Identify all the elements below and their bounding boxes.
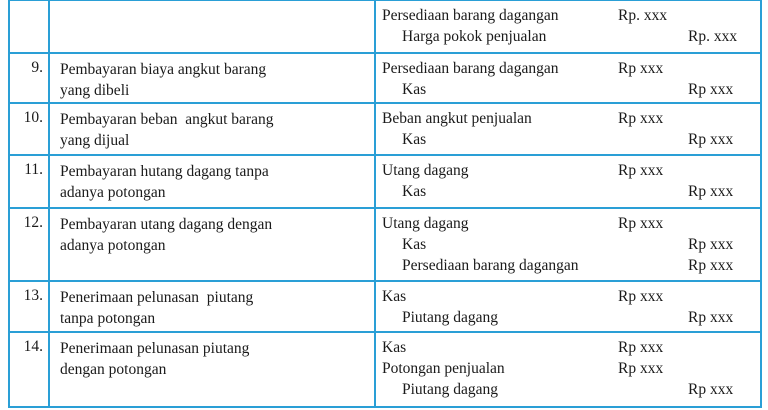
row-number: 13. (9, 281, 49, 332)
account-name: Kas (402, 236, 427, 253)
account-name: Kas (402, 81, 427, 98)
debit-amount (618, 255, 688, 276)
transaction-description (49, 0, 375, 53)
account-name: Persediaan barang dagangan (382, 60, 559, 77)
credit-amount (688, 108, 752, 129)
row-number (9, 0, 49, 53)
description-line: Pembayaran utang dagang dengan (60, 216, 273, 233)
credit-amount (688, 337, 752, 358)
debit-amount: Rp xxx (618, 110, 664, 127)
debit-amount: Rp xxx (618, 339, 664, 356)
row-number: 11. (9, 155, 49, 208)
description-line: dengan potongan (60, 361, 167, 378)
transaction-description (49, 155, 375, 208)
account-name: Persediaan barang dagangan (382, 7, 559, 24)
description-line: yang dijual (60, 132, 130, 149)
account-name: Kas (382, 339, 407, 356)
description-line: adanya potongan (60, 237, 166, 254)
description-line: Pembayaran hutang dagang tanpa (60, 163, 269, 180)
credit-amount (688, 358, 752, 379)
entry-line (382, 255, 760, 276)
debit-amount (618, 234, 688, 255)
description-line: Penerimaan pelunasan piutang (60, 289, 254, 306)
description-line: Pembayaran beban angkut barang (60, 111, 274, 128)
journal-entry (375, 332, 761, 407)
journal-entry (375, 208, 761, 281)
entry-line (382, 337, 760, 358)
credit-amount: Rp xxx (688, 381, 734, 398)
account-name: Harga pokok penjualan (402, 28, 547, 45)
table-row (9, 332, 761, 407)
description-line: Pembayaran biaya angkut barang (60, 61, 267, 78)
transaction-description (49, 332, 375, 407)
debit-amount: Rp xxx (618, 60, 664, 77)
account-name: Kas (402, 131, 427, 148)
entry-line (382, 307, 760, 328)
debit-amount (618, 181, 688, 202)
table-row (9, 155, 761, 208)
entry-line (382, 358, 760, 379)
debit-amount: Rp xxx (618, 162, 664, 179)
journal-entry (375, 155, 761, 208)
transaction-description (49, 53, 375, 103)
debit-amount (618, 129, 688, 150)
journal-entry (375, 103, 761, 155)
entry-line (382, 181, 760, 202)
journal-entry (375, 0, 761, 53)
table-row (9, 281, 761, 332)
debit-amount (618, 26, 688, 47)
table-row (9, 103, 761, 155)
entry-line (382, 379, 760, 400)
row-number: 9. (9, 53, 49, 103)
account-name: Kas (402, 183, 427, 200)
entry-line (382, 79, 760, 100)
account-name: Kas (382, 288, 407, 305)
entry-line (382, 234, 760, 255)
entry-line (382, 129, 760, 150)
credit-amount: Rp xxx (688, 309, 734, 326)
credit-amount: Rp xxx (688, 257, 734, 274)
account-name: Piutang dagang (402, 381, 498, 398)
credit-amount: Rp xxx (688, 236, 734, 253)
journal-entry (375, 281, 761, 332)
table-row (9, 53, 761, 103)
credit-amount (688, 160, 752, 181)
credit-amount: Rp. xxx (688, 28, 738, 45)
entry-line (382, 160, 760, 181)
journal-entry (375, 53, 761, 103)
credit-amount (688, 213, 752, 234)
credit-amount: Rp xxx (688, 81, 734, 98)
transaction-description (49, 208, 375, 281)
table-row (9, 0, 761, 53)
account-name: Beban angkut penjualan (382, 110, 532, 127)
debit-amount (618, 307, 688, 328)
description-line: yang dibeli (60, 82, 130, 99)
entry-line (382, 108, 760, 129)
account-name: Potongan penjualan (382, 360, 505, 377)
credit-amount (688, 5, 752, 26)
row-number: 10. (9, 103, 49, 155)
account-name: Persediaan barang dagangan (402, 257, 579, 274)
credit-amount: Rp xxx (688, 131, 734, 148)
journal-entry-table (8, 0, 762, 408)
debit-amount: Rp. xxx (618, 7, 668, 24)
entry-line (382, 286, 760, 307)
entry-line (382, 213, 760, 234)
credit-amount: Rp xxx (688, 183, 734, 200)
debit-amount: Rp xxx (618, 288, 664, 305)
entry-line (382, 5, 760, 26)
account-name: Utang dagang (382, 215, 469, 232)
credit-amount (688, 58, 752, 79)
debit-amount: Rp xxx (618, 215, 664, 232)
account-name: Piutang dagang (402, 309, 498, 326)
row-number: 14. (9, 332, 49, 407)
table-row (9, 208, 761, 281)
description-line: tanpa potongan (60, 310, 156, 327)
debit-amount (618, 379, 688, 400)
account-name: Utang dagang (382, 162, 469, 179)
entry-line (382, 26, 760, 47)
transaction-description (49, 281, 375, 332)
credit-amount (688, 286, 752, 307)
debit-amount: Rp xxx (618, 360, 664, 377)
entry-line (382, 58, 760, 79)
row-number: 12. (9, 208, 49, 281)
debit-amount (618, 79, 688, 100)
description-line: adanya potongan (60, 184, 166, 201)
transaction-description (49, 103, 375, 155)
description-line: Penerimaan pelunasan piutang (60, 340, 250, 357)
